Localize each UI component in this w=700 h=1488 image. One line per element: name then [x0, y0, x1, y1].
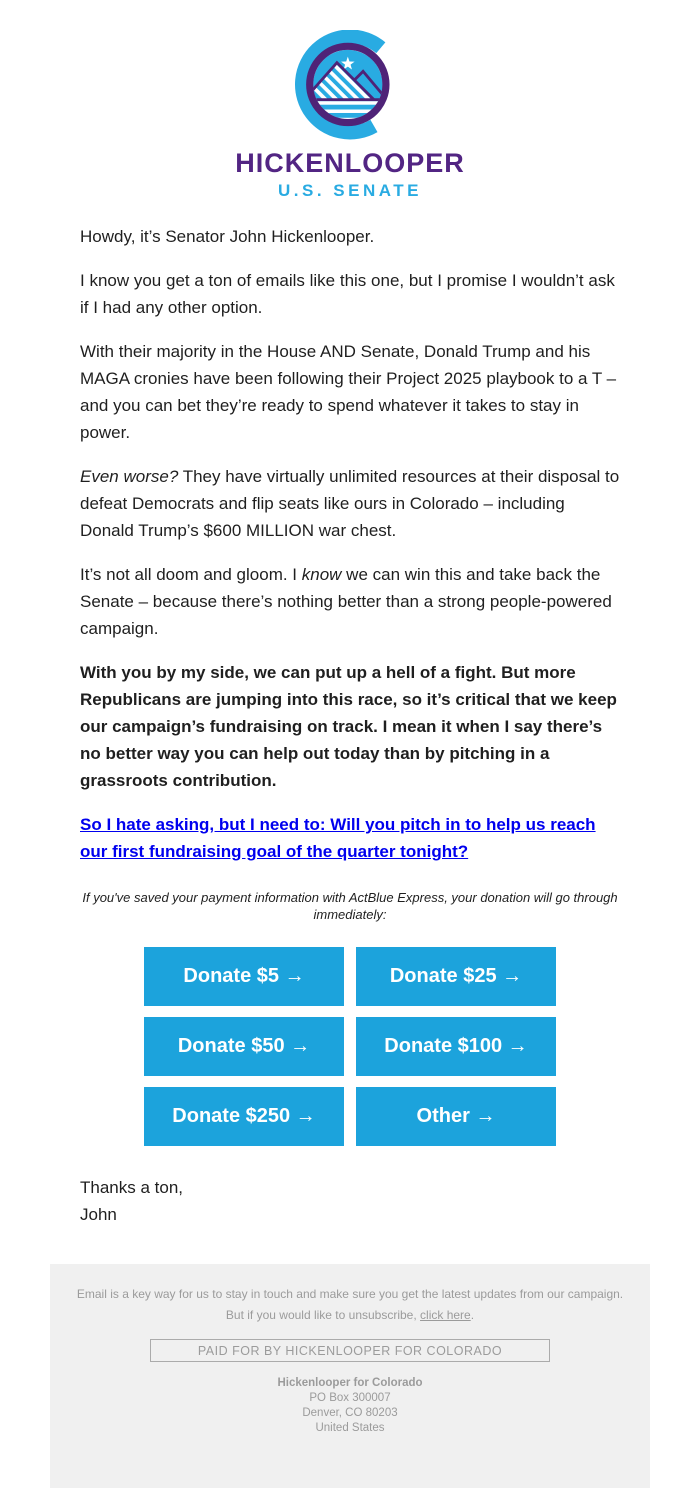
unsubscribe-suffix: .	[470, 1308, 475, 1322]
paragraph-majority: With their majority in the House AND Senate, Donald Trump and his MAGA cronies have been following their Project 2025 playbook to a T – and you can bet they’re ready to spend whatever it takes to stay in power.	[80, 342, 617, 442]
paragraph-emails: I know you get a ton of emails like this one, but I promise I wouldn’t ask if I had any other option.	[80, 271, 615, 317]
address-org-name: Hickenlooper for Colorado	[277, 1377, 423, 1389]
donate-100-button[interactable]: Donate $100 →	[356, 1017, 556, 1076]
address-city: Denver, CO 80203	[302, 1407, 398, 1419]
donate-cta-link[interactable]: So I hate asking, but I need to: Will you pitch in to help us reach our first fundraising goal of the quarter tonight?	[80, 815, 596, 861]
address-country: United States	[315, 1422, 385, 1434]
doom-gloom-a: It’s not all doom and gloom. I	[80, 565, 302, 584]
footer-note	[74, 1284, 626, 1326]
even-worse-italic: Even worse?	[80, 467, 179, 486]
address-po-box: PO Box 300007	[309, 1392, 391, 1404]
signoff-line2: John	[80, 1205, 117, 1224]
address-block	[74, 1376, 626, 1436]
cta-paragraph	[80, 811, 620, 865]
even-worse-rest: They have virtually unlimited resources at their disposal to defeat Democrats and flip seats like ours in Colorado – including Donald Trump’s $600 MILLION war chest.	[80, 467, 620, 540]
paragraph-even-worse	[80, 463, 620, 544]
paid-for-disclaimer-box: PAID FOR BY HICKENLOOPER FOR COLORADO	[150, 1339, 550, 1362]
actblue-express-note: If you've saved your payment information with ActBlue Express, your donation will go through immediately:	[82, 890, 618, 922]
brand-title: HICKENLOOPER	[235, 148, 465, 178]
know-italic: know	[301, 565, 342, 584]
campaign-logo	[50, 30, 650, 201]
email-footer	[50, 1264, 650, 1488]
email-copy	[50, 223, 650, 865]
signoff-line1: Thanks a ton,	[80, 1178, 184, 1197]
paragraph-doom-gloom	[80, 561, 620, 642]
donate-25-button[interactable]: Donate $25 →	[356, 947, 556, 1006]
c-mountain-logo-icon	[280, 30, 420, 140]
donate-5-button[interactable]: Donate $5 →	[144, 947, 344, 1006]
signoff	[50, 1174, 650, 1228]
donate-50-button[interactable]: Donate $50 →	[144, 1017, 344, 1076]
unsubscribe-prefix: But if you would like to unsubscribe,	[225, 1308, 421, 1322]
brand-subtitle: U.S. SENATE	[278, 181, 422, 200]
doom-gloom-b: we can win this and take back the Senate – because there’s nothing better than a strong people-powered campaign.	[80, 565, 612, 638]
donate-250-button[interactable]: Donate $250 →	[144, 1087, 344, 1146]
donate-other-button[interactable]: Other →	[356, 1087, 556, 1146]
footer-note-line2	[74, 1305, 626, 1326]
donate-button-grid	[50, 947, 650, 1146]
email-body-container	[50, 0, 650, 1488]
footer-note-line1: Email is a key way for us to stay in touch and make sure you get the latest updates from our campaign.	[76, 1287, 624, 1301]
greeting-paragraph: Howdy, it’s Senator John Hickenlooper.	[80, 227, 375, 246]
paragraph-bold-pitch: With you by my side, we can put up a hell of a fight. But more Republicans are jumping into this race, so it’s critical that we keep our campaign’s fundraising on track. I mean it when I say there’s no better way you can help out today than by pitching in a grassroots contribution.	[80, 663, 617, 790]
unsubscribe-link[interactable]: click here	[420, 1308, 471, 1322]
